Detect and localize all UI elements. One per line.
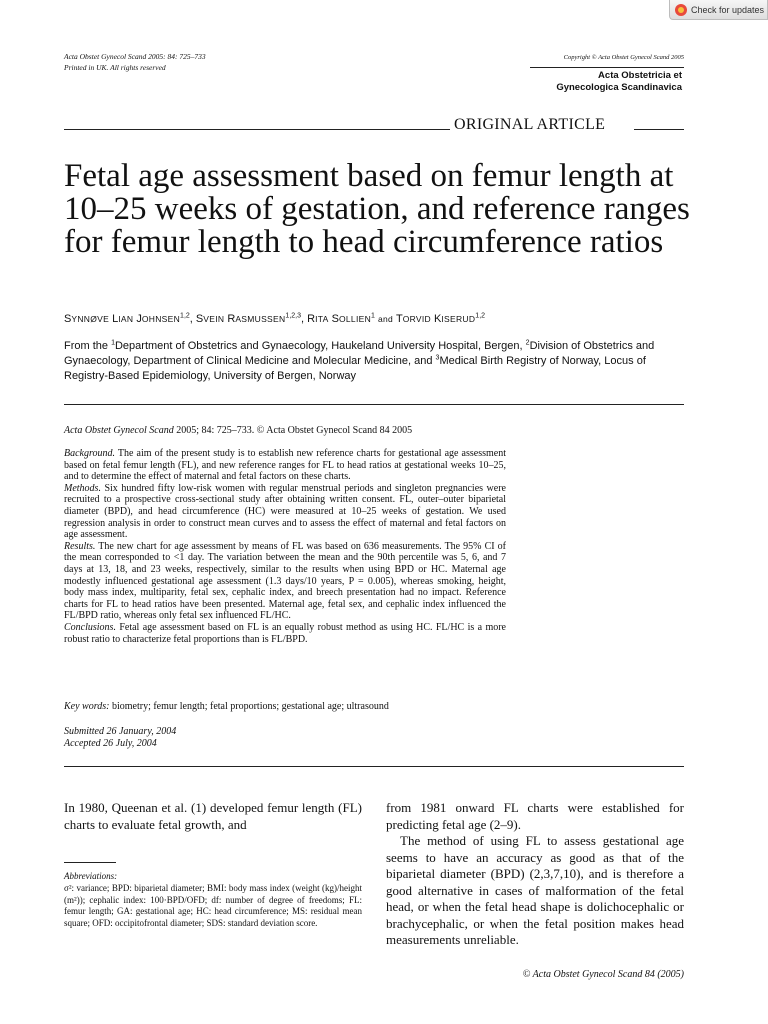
abstract-methods-label: Methods.: [64, 482, 101, 494]
footnote-rule: [64, 862, 116, 863]
article-title: Fetal age assessment based on femur length at 10–25 weeks of gestation, and reference ranges for femur length to head circumference ratios: [64, 158, 690, 260]
body-right-column: [386, 800, 684, 949]
author-4: TORVID KISERUD$^{1,2}$: [395, 312, 486, 325]
abstract-background-label: Background.: [64, 448, 116, 459]
body-right-para-2: The method of using FL to assess gestational age seems to have an accuracy as good as that of the biparietal diameter (BPD) (2,3,7,10), and is therefore a good alternative in cases of malformation of the fetal head, or when the fetal head shape is dolichocephalic or brachycephalic, or when the fetal position makes head measurements unreliable.: [386, 833, 684, 947]
author-1: SYNNØVE LIAN JOHNSEN$^{1,2}$: [64, 312, 190, 325]
check-for-updates-button[interactable]: [669, 0, 768, 20]
body-left-column: In 1980, Queenan et al. (1) developed femur length (FL) charts to evaluate fetal growth, and: [64, 800, 362, 832]
article-type-rule-right: [634, 129, 684, 130]
author-list: SYNNØVE LIAN JOHNSEN$^{1,2}$, SVEIN RASMUSSEN$^{1,2,3}$, RITA SOLLIEN$^1$ and TORVID KISERUD$^{1,2}$: [64, 312, 486, 325]
author-conjunction: and: [378, 314, 394, 324]
abstract-top-rule: [64, 404, 684, 405]
abbreviations-text: σ²: variance; BPD: biparietal diameter; BMI: body mass index (weight (kg)/height (m²)); cephalic index: 100·BPD/OFD; df: number of degree of freedoms; FL: femur length; GA: gestational age; HC: head circumference; MS: residual mean square; OFD: occipitofrontal diameter; SDS: standard deviation score.: [64, 883, 362, 928]
check-for-updates-label: Check for updates: [691, 4, 765, 15]
body-top-rule: [64, 766, 684, 767]
abstract-results: The new chart for age assessment by means of FL was based on 636 measurements. The 95% CI of the mean corresponded to <1 day. The variation between the mean and the 90th percentile was 5, 6, and 7 days at 13, 18, and 23 weeks, respectively, similar to the results when using BPD or HC. Maternal age modestly influenced gestational age assessment (1.3 days/10 years, P = 0.005), whereas smoking, height, body mass index, multiparity, fetal sex, cephalic index, and breech presentation had no impact. Reference charts for FL to head ratios have been presented. Maternal age, fetal sex, and cephalic index influenced the FL/BPD ratio, whereas only fetal sex influenced FL/HC.: [64, 540, 506, 622]
header-citation-line1: Acta Obstet Gynecol Scand 2005: 84: 725–733: [64, 52, 206, 61]
article-citation: Acta Obstet Gynecol Scand 2005; 84: 725–733. © Acta Obstet Gynecol Scand 84 2005: [64, 425, 413, 436]
journal-name: [480, 70, 682, 93]
author-3: RITA SOLLIEN$^1$: [307, 312, 375, 325]
abstract-conclusions-label: Conclusions.: [64, 621, 116, 633]
journal-name-line1: Acta Obstetricia et: [598, 70, 682, 81]
body-right-para-1: from 1981 onward FL charts were established for predicting fetal age (2–9).: [386, 800, 684, 832]
header-copyright: Copyright © Acta Obstet Gynecol Scand 2005: [563, 54, 684, 61]
submitted-date: Submitted 26 January, 2004: [64, 726, 177, 737]
article-type: ORIGINAL ARTICLE: [454, 116, 606, 133]
abstract-conclusions: Fetal age assessment based on FL is an equally robust method as using HC. FL/HC is a more robust ratio to characterize fetal proportions than is FL/BPD.: [64, 621, 506, 645]
journal-name-line2: Gynecologica Scandinavica: [556, 81, 682, 93]
article-type-rule-left: [64, 129, 450, 130]
header-citation: [64, 52, 206, 73]
abstract-methods: Six hundred fifty low-risk women with regular menstrual periods and singleton pregnancies were recruited to a prospective cross-sectional study after obtaining written consent. FL, outer–outer biparietal diameter (BPD), and head circumference (HC) were measured at 10–25 weeks of gestation. We used regression analysis in order to construct mean curves and to assess the effect of maternal and fetal factors on age assessment.: [64, 482, 506, 541]
abstract-background: The aim of the present study is to establish new reference charts for gestational age assessment based on fetal femur length (FL), and new reference ranges for FL to head ratios at gestational weeks 10–25, and to determine the effect of maternal and fetal factors on these charts.: [64, 448, 506, 483]
author-2: SVEIN RASMUSSEN$^{1,2,3}$: [195, 312, 301, 325]
header-citation-line2: Printed in UK. All rights reserved: [64, 62, 166, 72]
abstract-results-label: Results.: [64, 540, 96, 552]
crossmark-icon: [675, 4, 687, 16]
header-rule: [530, 67, 684, 68]
keywords: Key words: biometry; femur length; fetal proportions; gestational age; ultrasound: [64, 701, 389, 712]
accepted-date: Accepted 26 July, 2004: [64, 738, 157, 749]
page-footer: © Acta Obstet Gynecol Scand 84 (2005): [522, 969, 684, 980]
submission-dates: [64, 726, 176, 750]
affiliations: From the $^1$Department of Obstetrics and Gynaecology, Haukeland University Hospital, Bergen, $^2$Division of Obstetrics and Gynaecology, Department of Clinical Medicine and Molecular Medicine, and $^3$Medical Birth Registry of Norway, Locus of Registry-Based Epidemiology, University of Bergen, Norway: [64, 339, 655, 382]
abbreviations-title: Abbreviations:: [64, 871, 118, 881]
abstract: [64, 448, 506, 645]
